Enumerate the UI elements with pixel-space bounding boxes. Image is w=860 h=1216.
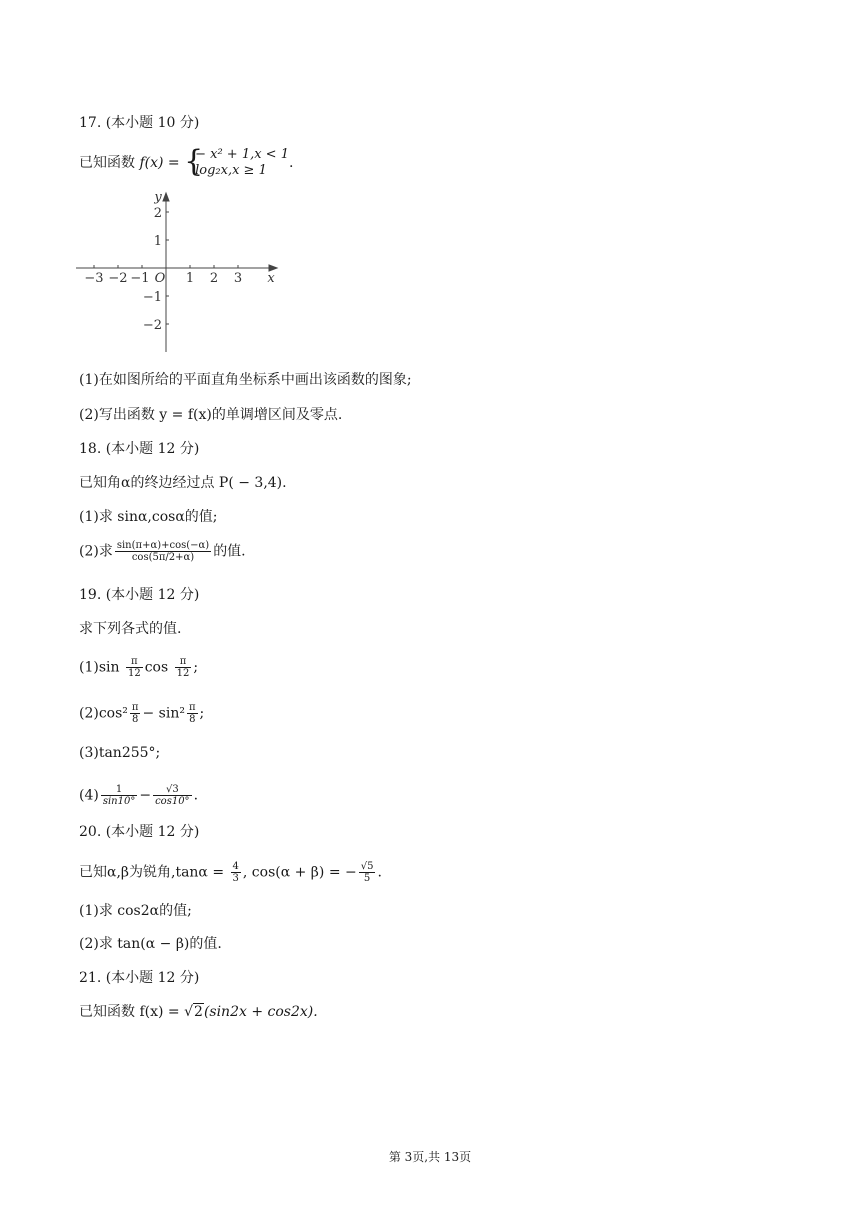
p19-q1-prefix: (1)sin bbox=[79, 659, 124, 676]
p19-q4-suffix: . bbox=[193, 787, 199, 804]
p19-q2-prefix: (2)cos² bbox=[79, 705, 128, 722]
fraction bbox=[175, 656, 192, 679]
frac-den: 5 bbox=[359, 872, 376, 884]
fraction bbox=[101, 784, 138, 807]
fraction bbox=[153, 784, 191, 807]
p21-header: 21. (本小题 12 分) bbox=[79, 970, 200, 986]
p18-q2-prefix: (2)求 bbox=[79, 543, 113, 560]
frac-den: cos10° bbox=[155, 796, 190, 807]
y-tick-label: −2 bbox=[142, 318, 162, 333]
p19-q4-prefix: (4) bbox=[79, 787, 99, 804]
frac-den: 12 bbox=[127, 668, 141, 679]
fraction bbox=[187, 702, 198, 725]
p20-q2: (2)求 tan(α − β)的值. bbox=[79, 936, 222, 952]
p20-header: 20. (本小题 12 分) bbox=[79, 824, 200, 840]
piecewise-def: { − x² + 1,x < 1 log₂x,x ≥ 1 bbox=[184, 144, 289, 179]
p17-q1: (1)在如图所给的平面直角坐标系中画出该函数的图象; bbox=[79, 372, 412, 388]
frac-num: π bbox=[131, 702, 139, 713]
fraction bbox=[231, 861, 241, 884]
sqrt-symbol: √ bbox=[184, 1004, 194, 1020]
p19-q3: (3)tan255°; bbox=[79, 745, 161, 761]
p18-header: 18. (本小题 12 分) bbox=[79, 441, 200, 457]
p21-stem-suffix: (sin2x + cos2x). bbox=[203, 1004, 318, 1020]
frac-den: 8 bbox=[187, 713, 198, 725]
y-tick-label: 1 bbox=[153, 234, 162, 249]
frac-den: 8 bbox=[130, 713, 141, 725]
frac-num: √5 bbox=[360, 861, 374, 872]
fraction bbox=[126, 656, 143, 679]
frac-num: 4 bbox=[232, 861, 239, 872]
p19-q2-mid: − sin² bbox=[142, 705, 185, 722]
piece-1: − x² + 1,x < 1 bbox=[195, 147, 289, 162]
p20-stem-prefix: 已知α,β为锐角,tanα = bbox=[79, 864, 229, 881]
p20-q1: (1)求 cos2α的值; bbox=[79, 903, 192, 919]
frac-num: π bbox=[188, 702, 196, 713]
p21-stem bbox=[79, 1002, 318, 1022]
p17-header: 17. (本小题 10 分) bbox=[79, 115, 200, 131]
x-tick-label: −3 bbox=[84, 271, 104, 286]
p19-header: 19. (本小题 12 分) bbox=[79, 587, 200, 603]
p19-q1-mid: cos bbox=[144, 659, 173, 676]
p18-frac-den: cos(5π/2+α) bbox=[115, 551, 211, 563]
fraction bbox=[359, 861, 376, 884]
piece-2: log₂x,x ≥ 1 bbox=[195, 163, 267, 178]
x-tick-label: 1 bbox=[185, 271, 195, 286]
x-tick-label: 2 bbox=[209, 271, 219, 286]
coordinate-axes-figure bbox=[74, 186, 284, 358]
y-axis-arrow bbox=[163, 193, 169, 201]
p18-stem: 已知角α的终边经过点 P( − 3,4). bbox=[79, 475, 287, 491]
p18-fraction bbox=[115, 540, 211, 563]
x-tick-label: −2 bbox=[108, 271, 128, 286]
p19-q1 bbox=[79, 656, 198, 679]
p17-fname: f(x) = bbox=[139, 155, 185, 171]
y-tick-label: −1 bbox=[142, 290, 162, 305]
p19-q4 bbox=[79, 784, 198, 807]
frac-num: π bbox=[131, 656, 138, 667]
p17-stem-prefix: 已知函数 bbox=[79, 155, 140, 171]
x-tick-label: −1 bbox=[130, 271, 150, 286]
sqrt-radicand: 2 bbox=[194, 1004, 203, 1020]
p17-stem bbox=[79, 144, 294, 179]
x-tick-label: 3 bbox=[233, 271, 243, 286]
y-tick-label: 2 bbox=[153, 206, 162, 221]
p18-q1: (1)求 sinα,cosα的值; bbox=[79, 509, 218, 525]
p20-stem bbox=[79, 861, 382, 884]
p20-stem-mid: , cos(α + β) = − bbox=[242, 864, 357, 881]
p18-frac-num: sin(π+α)+cos(−α) bbox=[116, 540, 210, 551]
page-footer: 第 3页,共 13页 bbox=[388, 1150, 472, 1164]
frac-num: π bbox=[179, 656, 187, 667]
y-axis-label: y bbox=[154, 190, 162, 205]
frac-den: sin10° bbox=[102, 796, 136, 807]
frac-num: √3 bbox=[165, 784, 179, 795]
frac-num: 1 bbox=[115, 784, 123, 795]
p21-stem-prefix: 已知函数 f(x) = bbox=[79, 1004, 185, 1020]
p18-q2 bbox=[79, 540, 246, 563]
fraction bbox=[130, 702, 141, 725]
p18-q2-suffix: 的值. bbox=[213, 543, 246, 560]
p20-stem-suffix: . bbox=[377, 864, 382, 881]
p17-stem-suffix: . bbox=[288, 155, 294, 171]
p17-q2: (2)写出函数 y = f(x)的单调增区间及零点. bbox=[79, 407, 343, 423]
p19-q1-suffix: ; bbox=[193, 659, 199, 676]
frac-den: 3 bbox=[232, 873, 239, 884]
p19-q2 bbox=[79, 702, 204, 725]
p19-stem: 求下列各式的值. bbox=[79, 621, 182, 637]
x-axis-label: x bbox=[267, 271, 275, 286]
minus-sign: − bbox=[139, 787, 152, 804]
origin-label: O bbox=[154, 271, 166, 286]
frac-den: 12 bbox=[176, 668, 190, 679]
p19-q2-suffix: ; bbox=[199, 705, 205, 722]
